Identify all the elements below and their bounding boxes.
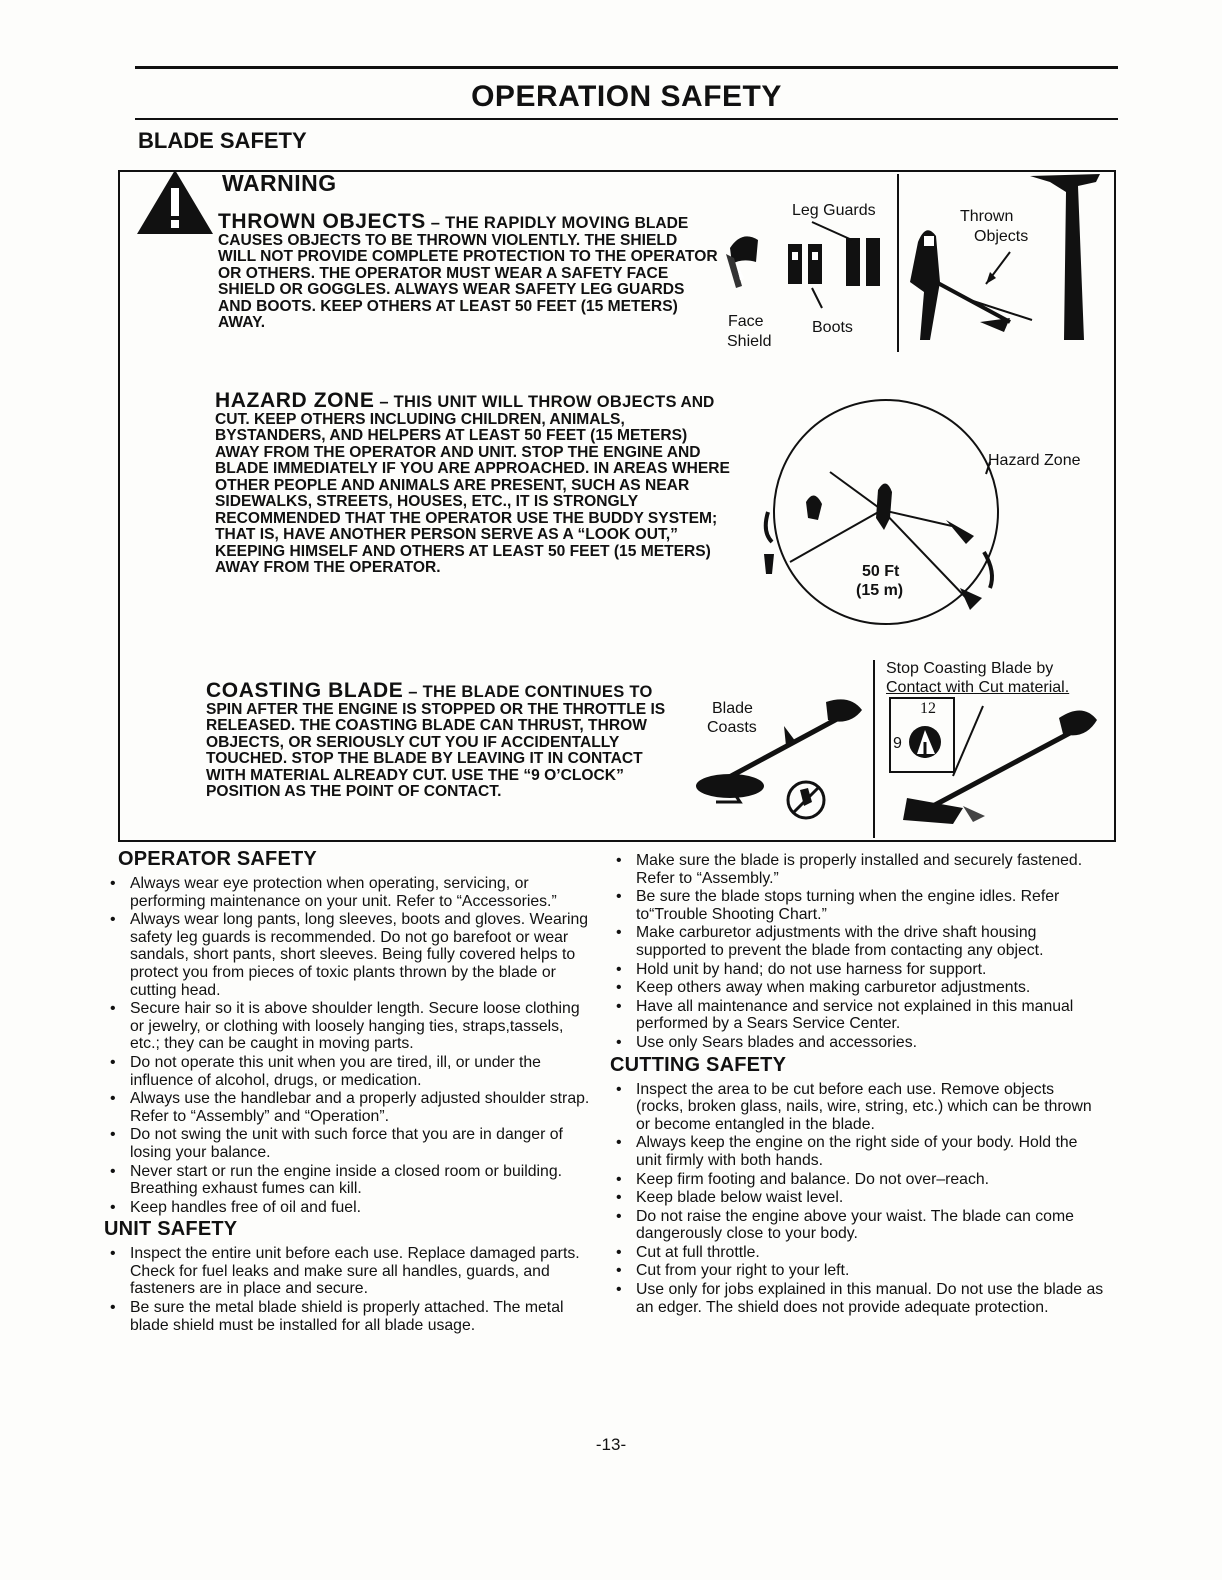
- list-item: • Use only for jobs explained in this manual. Do not use the blade as an edger. The shield does not provide adequate protection.: [610, 1281, 1105, 1316]
- thrown-objects-body: BLADE CAUSES OBJECTS TO BE THROWN VIOLENTLY. THE SHIELD WILL NOT PROVIDE COMPLETE PROTECTION TO THE OPERATOR OR OTHERS. THE OPERATOR MUST WEAR A SAFETY FACE SHIELD OR GOGGLES. ALWAYS WEAR SAFETY LEG GUARDS AND BOOTS. KEEP OTHERS AT LEAST 50 FEET (15 METERS) AWAY.: [218, 215, 718, 331]
- operator-safety-title: OPERATOR SAFETY: [118, 848, 317, 870]
- list-item: • Be sure the blade stops turning when the engine idles. Refer to“Trouble Shooting Chart.”: [610, 888, 1105, 923]
- hazard-zone-body: AND CUT. KEEP OTHERS INCLUDING CHILDREN, ANIMALS, BYSTANDERS, AND HELPERS AT LEAST 50 FEET (15 METERS) AWAY FROM THE OPERATOR AND UNIT. STOP THE ENGINE AND BLADE IMMEDIATELY IF YOU ARE APPROACHED. IN AREAS WHERE OTHER PEOPLE AND ANIMALS ARE PRESENT, SUCH AS NEAR SIDEWALKS, STREETS, HOUSES, ETC., IT IS STRONGLY RECOMMENDED THAT THE OPERATOR USE THE BUDDY SYSTEM; THAT IS, HAVE ANOTHER PERSON SERVE AS A “LOOK OUT,” KEEPING HIMSELF AND OTHERS AT LEAST 50 FEET (15 METERS) AWAY FROM THE OPERATOR.: [215, 394, 730, 576]
- box-divider-2: [873, 660, 875, 838]
- hazard-zone-diagram: [760, 392, 1100, 642]
- cutting-safety-title: CUTTING SAFETY: [610, 1053, 787, 1076]
- list-item: • Cut from your right to your left.: [610, 1262, 1105, 1280]
- list-item: • Keep firm footing and balance. Do not over–reach.: [610, 1171, 1105, 1189]
- coasting-blade-body: SPIN AFTER THE ENGINE IS STOPPED OR THE THROTTLE IS RELEASED. THE COASTING BLADE CAN THRUST, THROW OBJECTS, OR SERIOUSLY CUT YOU IF ACCIDENTALLY TOUCHED. STOP THE BLADE BY LEAVING IT IN CONTACT WITH MATERIAL ALREADY CUT. USE THE “9 O’CLOCK” POSITION AS THE POINT OF CONTACT.: [206, 700, 666, 800]
- leg-guards-illustration: [782, 232, 892, 312]
- face-shield-label-2: Shield: [727, 333, 772, 350]
- stop-coasting-label-2: Contact with Cut material.: [886, 679, 1070, 696]
- box-divider-1: [897, 174, 899, 352]
- hazard-zone-label: Hazard Zone: [988, 452, 1081, 469]
- hazard-zone-intro: – THIS UNIT WILL THROW OBJECTS: [374, 393, 677, 411]
- page-title: OPERATION SAFETY: [471, 80, 782, 113]
- operator-tree-illustration: [900, 172, 1110, 347]
- hazard-zone-heading: HAZARD ZONE: [215, 389, 375, 412]
- list-item: • Always keep the engine on the right side of your body. Hold the unit firmly with both hands.: [610, 1134, 1105, 1169]
- list-item: • Use only Sears blades and accessories.: [610, 1034, 1105, 1052]
- thrown-objects-text: [218, 210, 718, 332]
- page-number: -13-: [595, 1435, 627, 1454]
- warning-label: WARNING: [222, 170, 337, 196]
- cutting-safety-list: [610, 1081, 1105, 1317]
- list-item: • Inspect the entire unit before each use. Replace damaged parts. Check for fuel leaks and make sure all handles, guards, and fasteners are in place and secure.: [104, 1245, 594, 1298]
- right-column: [610, 852, 1105, 1317]
- stop-coasting-label-1: Stop Coasting Blade by: [886, 660, 1054, 677]
- distance-label-2: (15 m): [856, 582, 904, 599]
- title-rule: [135, 118, 1118, 120]
- coasting-blade-intro: – THE BLADE CONTINUES TO: [403, 683, 653, 701]
- stop-blade-trimmer-illustration: [893, 696, 1113, 836]
- unit-safety-list: [104, 1245, 594, 1334]
- hazard-zone-text: [215, 389, 733, 577]
- clock-12-label: 12: [920, 700, 936, 717]
- blade-coasts-label-2: Coasts: [707, 719, 757, 736]
- list-item: • Cut at full throttle.: [610, 1244, 1105, 1262]
- clock-9-label: 9: [893, 735, 902, 752]
- unit-safety-title: UNIT SAFETY: [104, 1218, 238, 1241]
- face-shield-label-1: Face: [728, 313, 764, 330]
- thrown-objects-heading: THROWN OBJECTS: [218, 210, 426, 233]
- list-item: • Do not operate this unit when you are tired, ill, or under the influence of alcohol, drugs, or medication.: [104, 1054, 594, 1089]
- list-item: • Make sure the blade is properly installed and securely fastened. Refer to “Assembly.”: [610, 852, 1105, 887]
- operator-safety-list: [104, 875, 594, 1216]
- list-item: • Be sure the metal blade shield is properly attached. The metal blade shield must be installed for all blade usage.: [104, 1299, 594, 1334]
- list-item: • Never start or run the engine inside a closed room or building. Breathing exhaust fumes can kill.: [104, 1163, 594, 1198]
- coasting-trimmer-illustration: [700, 694, 870, 844]
- list-item: • Keep others away when making carburetor adjustments.: [610, 979, 1105, 997]
- leg-guards-label: Leg Guards: [792, 202, 876, 219]
- general-safety-list: [610, 852, 1105, 1052]
- distance-label-1: 50 Ft: [862, 563, 900, 580]
- list-item: • Inspect the area to be cut before each use. Remove objects (rocks, broken glass, nails, wire, string, etc.) which can be thrown or become entangled in the blade.: [610, 1081, 1105, 1134]
- coasting-blade-text: [206, 679, 684, 801]
- list-item: • Keep blade below waist level.: [610, 1189, 1105, 1207]
- list-item: • Make carburetor adjustments with the drive shaft housing supported to prevent the blade from contacting any object.: [610, 924, 1105, 959]
- list-item: • Secure hair so it is above shoulder length. Secure loose clothing or jewelry, or clothing with loosely hanging ties, straps,tassels, etc.; they can be caught in moving parts.: [104, 1000, 594, 1053]
- top-rule: [135, 66, 1118, 69]
- list-item: • Do not raise the engine above your waist. The blade can come dangerously close to your body.: [610, 1208, 1105, 1243]
- list-item: • Always wear long pants, long sleeves, boots and gloves. Wearing safety leg guards is recommended. Do not go barefoot or wear sandals, short pants, short sleeves. Being fully covered helps to protect you from pieces of toxic plants thrown by the blade or cutting head.: [104, 911, 594, 999]
- list-item: • Keep handles free of oil and fuel.: [104, 1199, 594, 1217]
- list-item: • Have all maintenance and service not explained in this manual performed by a Sears Service Center.: [610, 998, 1105, 1033]
- list-item: • Always use the handlebar and a properly adjusted shoulder strap. Refer to “Assembly” and “Operation”.: [104, 1090, 594, 1125]
- list-item: • Hold unit by hand; do not use harness for support.: [610, 961, 1105, 979]
- thrown-objects-label-2: Objects: [974, 228, 1029, 245]
- left-column: [104, 848, 594, 1335]
- thrown-objects-label-1: Thrown: [960, 208, 1014, 225]
- list-item: • Always wear eye protection when operating, servicing, or performing maintenance on your unit. Refer to “Accessories.”: [104, 875, 594, 910]
- blade-coasts-label-1: Blade: [712, 700, 753, 717]
- boots-label: Boots: [812, 319, 853, 336]
- warning-triangle-icon: [135, 168, 215, 238]
- section-title: BLADE SAFETY: [138, 128, 307, 153]
- thrown-objects-intro: – THE RAPIDLY MOVING: [425, 214, 631, 232]
- list-item: • Do not swing the unit with such force that you are in danger of losing your balance.: [104, 1126, 594, 1161]
- face-shield-illustration: [722, 228, 782, 308]
- coasting-blade-heading: COASTING BLADE: [206, 679, 404, 702]
